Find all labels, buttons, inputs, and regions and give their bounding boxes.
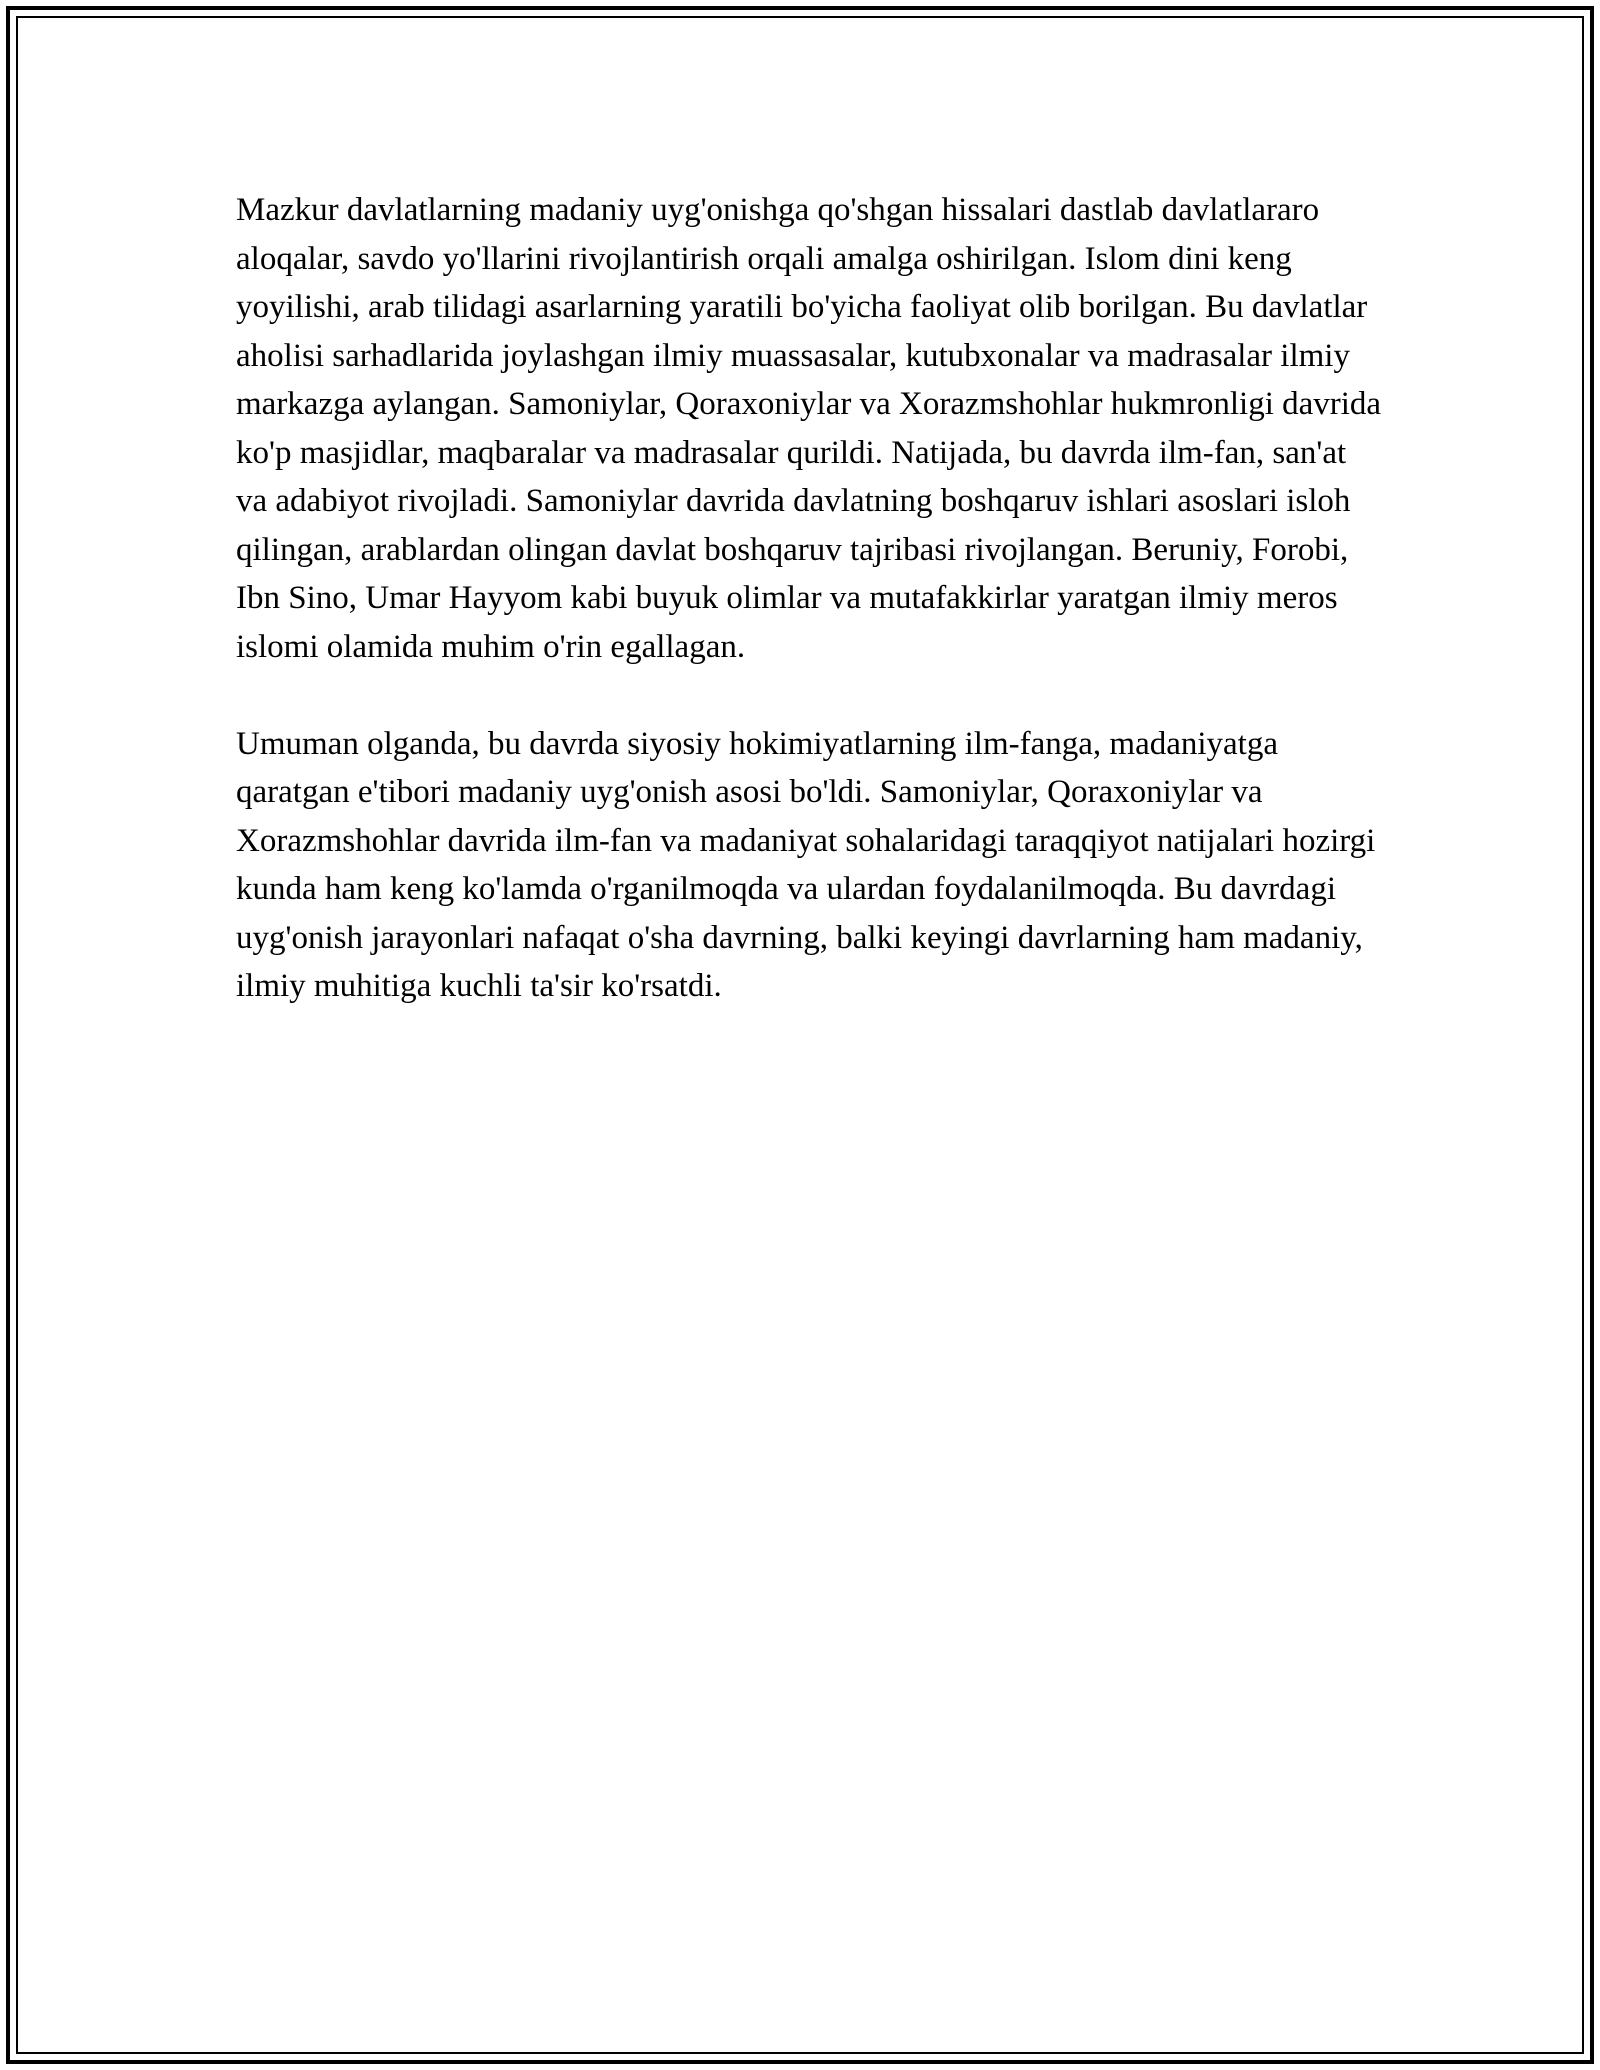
document-body (236, 186, 1382, 1059)
paragraph-2: Umuman olganda, bu davrda siyosiy hokimiyatlarning ilm-fanga, madaniyatga qaratgan e'tibori madaniy uyg'onish asosi bo'ldi. Samoniylar, Qoraxoniylar va Xorazmshohlar davrida ilm-fan va madaniyat sohalaridagi taraqqiyot natijalari hozirgi kunda ham keng ko'lamda o'rganilmoqda va ulardan foydalanilmoqda. Bu davrdagi uyg'onish jarayonlari nafaqat o'sha davrning, balki keyingi davrlarning ham madaniy, ilmiy muhitiga kuchli ta'sir ko'rsatdi. (236, 725, 1376, 1004)
paragraph-1: Mazkur davlatlarning madaniy uyg'onishga qo'shgan hissalari dastlab davlatlararo aloqalar, savdo yo'llarini rivojlantirish orqali amalga oshirilgan. Islom dini keng yoyilishi, arab tilidagi asarlarning yaratili bo'yicha faoliyat olib borilgan. Bu davlatlar aholisi sarhadlarida joylashgan ilmiy muassasalar, kutubxonalar va madrasalar ilmiy markazga aylangan. Samoniylar, Qoraxoniylar va Xorazmshohlar hukmronligi davrida ko'p masjidlar, maqbaralar va madrasalar qurildi. Natijada, bu davrda ilm-fan, san'at va adabiyot rivojladi. Samoniylar davrida davlatning boshqaruv ishlari asoslari isloh qilingan, arablardan olingan davlat boshqaruv tajribasi rivojlangan. Beruniy, Forobi, Ibn Sino, Umar Hayyom kabi buyuk olimlar va mutafakkirlar yaratgan ilmiy meros islomi olamida muhim o'rin egallagan. (236, 192, 1382, 665)
